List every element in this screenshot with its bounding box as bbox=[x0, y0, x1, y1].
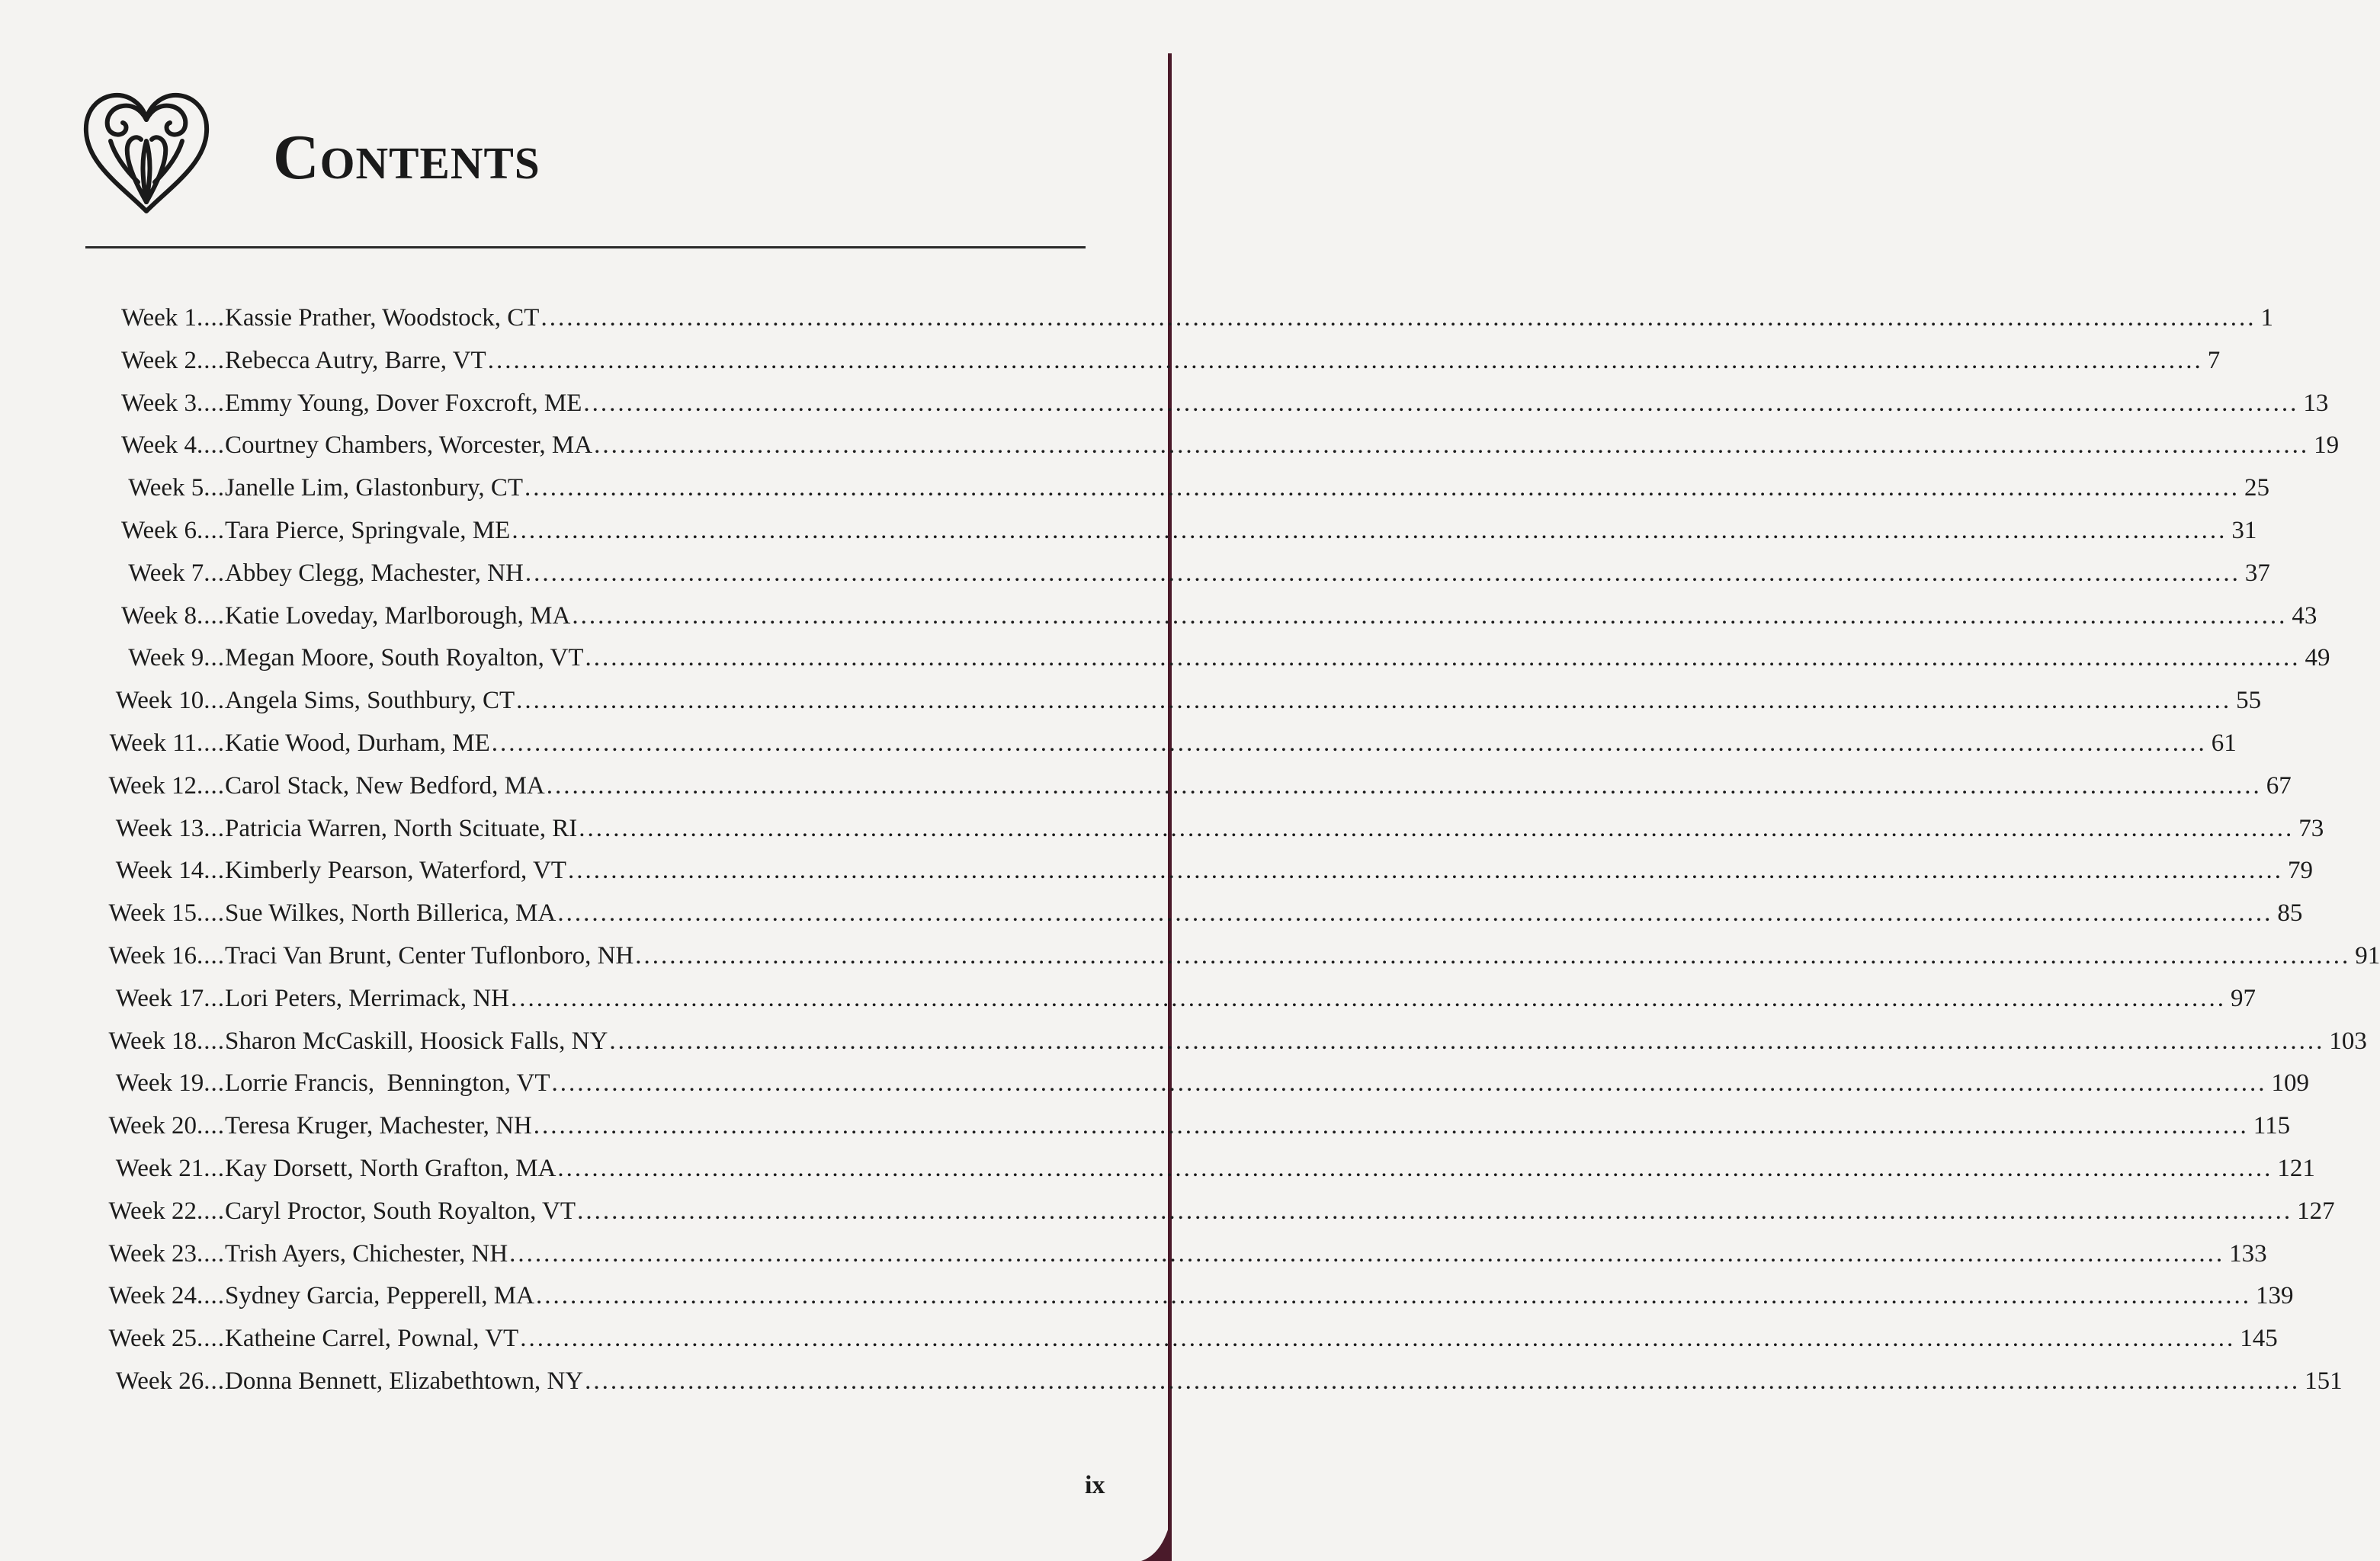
toc-entry bbox=[0, 1192, 2335, 1230]
toc-page-number: 43 bbox=[2292, 601, 2317, 630]
toc-page-number: 109 bbox=[2271, 1069, 2309, 1098]
toc-week-label bbox=[121, 299, 225, 337]
toc-dot-leader: ........................................................................................................................................................................................................ bbox=[551, 1069, 2267, 1098]
toc-week-label bbox=[108, 1235, 225, 1273]
toc-entry bbox=[0, 341, 2221, 380]
toc-week-text: Week 1 bbox=[120, 304, 197, 332]
toc-entry-line bbox=[225, 469, 2270, 507]
toc-page-number: 103 bbox=[2329, 1027, 2367, 1055]
toc-separator-dots: .... bbox=[197, 346, 225, 374]
toc-page-number: 145 bbox=[2240, 1325, 2278, 1353]
toc-separator-dots: .... bbox=[197, 1027, 225, 1055]
toc-entry-line bbox=[225, 1277, 2294, 1315]
toc-entry bbox=[0, 299, 2273, 337]
toc-separator-dots: .... bbox=[197, 304, 225, 332]
toc-dot-leader: ........................................................................................................................................................................................................ bbox=[512, 517, 2228, 544]
toc-entry bbox=[0, 1277, 2294, 1315]
toc-page-number: 91 bbox=[2355, 942, 2380, 970]
toc-dot-leader: ........................................................................................................................................................................................................ bbox=[516, 687, 2232, 715]
toc-separator-dots: .... bbox=[197, 1282, 225, 1310]
toc-entry-line bbox=[225, 341, 2221, 380]
toc-week-text: Week 20 bbox=[108, 1112, 197, 1140]
toc-week-label bbox=[108, 1277, 225, 1315]
toc-separator-dots: ... bbox=[204, 1069, 225, 1098]
toc-page-number: 61 bbox=[2211, 729, 2237, 757]
toc-week-label bbox=[121, 384, 225, 422]
toc-entry bbox=[0, 1064, 2309, 1102]
toc-week-label bbox=[108, 1022, 225, 1060]
toc-entry bbox=[0, 426, 2340, 464]
toc-entry-line bbox=[225, 1235, 2267, 1273]
toc-week-text: Week 10 bbox=[115, 687, 204, 715]
toc-entry-title: Katie Loveday, Marlborough, MA bbox=[225, 601, 571, 630]
toc-entry-title: Lori Peters, Merrimack, NH bbox=[225, 984, 509, 1012]
toc-page-number: 55 bbox=[2236, 687, 2262, 715]
toc-week-label bbox=[121, 426, 225, 464]
toc-entry-line bbox=[225, 724, 2237, 762]
toc-week-text: Week 7 bbox=[128, 559, 204, 587]
toc-dot-leader: ........................................................................................................................................................................................................ bbox=[583, 389, 2299, 417]
toc-entry bbox=[0, 851, 2313, 889]
toc-dot-leader: ........................................................................................................................................................................................................ bbox=[572, 601, 2288, 630]
toc-entry-line bbox=[225, 681, 2262, 720]
toc-week-label bbox=[116, 979, 225, 1018]
toc-entry-line bbox=[225, 299, 2273, 337]
toc-dot-leader: ........................................................................................................................................................................................................ bbox=[557, 899, 2273, 928]
toc-page-number: 67 bbox=[2266, 771, 2292, 800]
toc-separator-dots: .... bbox=[197, 729, 225, 757]
toc-entry-title: Kimberly Pearson, Waterford, VT bbox=[225, 857, 566, 885]
toc-entry-title: Lorrie Francis, Bennington, VT bbox=[225, 1069, 550, 1098]
toc-page-number: 115 bbox=[2253, 1112, 2291, 1140]
toc-week-label bbox=[116, 851, 225, 889]
toc-week-text: Week 2 bbox=[120, 346, 197, 374]
toc-separator-dots: ... bbox=[204, 559, 225, 587]
toc-dot-leader: ........................................................................................................................................................................................................ bbox=[577, 1197, 2293, 1225]
toc-dot-leader: ........................................................................................................................................................................................................ bbox=[579, 814, 2295, 842]
toc-week-text: Week 21 bbox=[115, 1155, 204, 1182]
toc-dot-leader: ........................................................................................................................................................................................................ bbox=[520, 1325, 2236, 1353]
toc-separator-dots: .... bbox=[197, 517, 225, 544]
toc-page-number: 121 bbox=[2277, 1155, 2315, 1182]
toc-entry-title: Emmy Young, Dover Foxcroft, ME bbox=[225, 389, 582, 417]
toc-dot-leader: ........................................................................................................................................................................................................ bbox=[509, 1239, 2225, 1268]
toc-separator-dots: ... bbox=[204, 644, 225, 672]
toc-entry-line bbox=[225, 1022, 2367, 1060]
toc-entry bbox=[0, 1362, 2343, 1400]
toc-separator-dots: .... bbox=[197, 942, 225, 970]
page-title: Contents bbox=[273, 122, 540, 193]
toc-entry bbox=[0, 681, 2262, 720]
toc-week-label bbox=[121, 511, 225, 550]
toc-page-number: 25 bbox=[2244, 474, 2270, 502]
toc-week-label bbox=[128, 469, 225, 507]
toc-entry-title: Trish Ayers, Chichester, NH bbox=[225, 1239, 508, 1268]
toc-week-label bbox=[128, 554, 225, 592]
toc-page-number: 31 bbox=[2231, 517, 2257, 544]
page-corner-curl bbox=[1141, 1515, 1172, 1561]
toc-page-number: 139 bbox=[2255, 1282, 2294, 1310]
toc-separator-dots: ... bbox=[204, 814, 225, 842]
toc-page-number: 1 bbox=[2260, 304, 2273, 332]
toc-page-number: 85 bbox=[2277, 899, 2303, 928]
toc-week-label bbox=[116, 809, 225, 848]
toc-entry-title: Abbey Clegg, Machester, NH bbox=[225, 559, 524, 587]
toc-entry bbox=[0, 979, 2256, 1018]
toc-entry bbox=[0, 1022, 2367, 1060]
page-number-folio: ix bbox=[1085, 1471, 1105, 1499]
toc-entry bbox=[0, 1235, 2267, 1273]
toc-entry-title: Kassie Prather, Woodstock, CT bbox=[225, 304, 540, 332]
toc-page-number: 37 bbox=[2244, 559, 2270, 587]
toc-separator-dots: .... bbox=[197, 389, 225, 417]
toc-entry-line bbox=[225, 979, 2256, 1018]
toc-separator-dots: .... bbox=[197, 899, 225, 928]
toc-dot-leader: ........................................................................................................................................................................................................ bbox=[540, 304, 2257, 332]
toc-week-text: Week 14 bbox=[115, 857, 204, 885]
toc-entry-line bbox=[225, 1107, 2291, 1145]
toc-dot-leader: ........................................................................................................................................................................................................ bbox=[557, 1155, 2273, 1182]
toc-entry bbox=[0, 809, 2324, 848]
toc-dot-leader: ........................................................................................................................................................................................................ bbox=[524, 559, 2240, 587]
toc-dot-leader: ........................................................................................................................................................................................................ bbox=[594, 431, 2310, 460]
toc-separator-dots: .... bbox=[197, 601, 225, 630]
toc-entry-title: Sydney Garcia, Pepperell, MA bbox=[225, 1282, 534, 1310]
toc-entry-line bbox=[225, 1192, 2335, 1230]
toc-week-text: Week 16 bbox=[108, 942, 197, 970]
toc-page-number: 49 bbox=[2305, 644, 2330, 672]
toc-entry-title: Donna Bennett, Elizabethtown, NY bbox=[225, 1367, 584, 1395]
toc-entry bbox=[0, 511, 2257, 550]
toc-dot-leader: ........................................................................................................................................................................................................ bbox=[533, 1112, 2249, 1140]
toc-week-label bbox=[116, 681, 225, 720]
toc-dot-leader: ........................................................................................................................................................................................................ bbox=[535, 1282, 2251, 1310]
toc-entry-title: Kay Dorsett, North Grafton, MA bbox=[225, 1155, 557, 1182]
toc-dot-leader: ........................................................................................................................................................................................................ bbox=[524, 474, 2240, 502]
toc-page-number: 13 bbox=[2303, 389, 2329, 417]
toc-entry-title: Teresa Kruger, Machester, NH bbox=[225, 1112, 532, 1140]
toc-entry bbox=[0, 767, 2292, 805]
toc-week-text: Week 22 bbox=[108, 1197, 197, 1225]
toc-entry-title: Traci Van Brunt, Center Tuflonboro, NH bbox=[225, 942, 634, 970]
toc-entry-line bbox=[225, 767, 2292, 805]
toc-dot-leader: ........................................................................................................................................................................................................ bbox=[585, 1367, 2301, 1395]
toc-entry-title: Tara Pierce, Springvale, ME bbox=[225, 517, 511, 544]
toc-entry-title: Katie Wood, Durham, ME bbox=[225, 729, 490, 757]
toc-separator-dots: .... bbox=[197, 771, 225, 800]
toc-separator-dots: .... bbox=[197, 431, 225, 460]
toc-week-text: Week 25 bbox=[108, 1325, 197, 1353]
toc-page-number: 127 bbox=[2297, 1197, 2335, 1225]
toc-week-text: Week 9 bbox=[128, 644, 204, 672]
title-rule-divider bbox=[85, 246, 1086, 248]
toc-entry-title: Sue Wilkes, North Billerica, MA bbox=[225, 899, 557, 928]
toc-week-label bbox=[116, 1362, 225, 1400]
toc-entry-line bbox=[225, 1149, 2315, 1188]
toc-page-number: 19 bbox=[2314, 431, 2340, 460]
toc-entry-title: Carol Stack, New Bedford, MA bbox=[225, 771, 545, 800]
toc-entry-title: Megan Moore, South Royalton, VT bbox=[225, 644, 584, 672]
toc-entry-title: Caryl Proctor, South Royalton, VT bbox=[225, 1197, 576, 1225]
toc-separator-dots: ... bbox=[204, 687, 225, 715]
toc-week-label bbox=[128, 639, 225, 677]
toc-separator-dots: ... bbox=[204, 1367, 225, 1395]
toc-week-text: Week 6 bbox=[120, 517, 197, 544]
toc-entry-title: Katheine Carrel, Pownal, VT bbox=[225, 1325, 519, 1353]
toc-dot-leader: ........................................................................................................................................................................................................ bbox=[487, 346, 2203, 374]
toc-dot-leader: ........................................................................................................................................................................................................ bbox=[585, 644, 2301, 672]
toc-separator-dots: .... bbox=[197, 1197, 225, 1225]
toc-page-number: 97 bbox=[2230, 984, 2256, 1012]
toc-week-text: Week 18 bbox=[108, 1027, 197, 1055]
toc-entry-line bbox=[225, 894, 2303, 932]
toc-entry bbox=[0, 894, 2303, 932]
toc-separator-dots: .... bbox=[197, 1112, 225, 1140]
toc-entry-title: Rebecca Autry, Barre, VT bbox=[225, 346, 486, 374]
toc-entry-title: Sharon McCaskill, Hoosick Falls, NY bbox=[225, 1027, 608, 1055]
toc-dot-leader: ........................................................................................................................................................................................................ bbox=[510, 984, 2226, 1012]
toc-page-number: 79 bbox=[2287, 857, 2313, 885]
toc-week-label bbox=[108, 894, 225, 932]
toc-week-text: Week 19 bbox=[115, 1069, 204, 1098]
toc-entry-line bbox=[225, 937, 2380, 975]
toc-entry bbox=[0, 1107, 2291, 1145]
toc-week-text: Week 8 bbox=[120, 601, 197, 630]
toc-week-label bbox=[116, 1064, 225, 1102]
toc-entry-line bbox=[225, 809, 2324, 848]
toc-entry-line bbox=[225, 426, 2340, 464]
toc-dot-leader: ........................................................................................................................................................................................................ bbox=[567, 857, 2283, 885]
toc-entry-line bbox=[225, 1362, 2343, 1400]
heart-ornament-icon bbox=[80, 88, 213, 217]
toc-entry bbox=[0, 1319, 2278, 1357]
toc-entry-line bbox=[225, 851, 2313, 889]
toc-entry-line bbox=[225, 554, 2270, 592]
toc-week-label bbox=[108, 1107, 225, 1145]
toc-page-number: 7 bbox=[2207, 346, 2221, 374]
toc-entry-title: Janelle Lim, Glastonbury, CT bbox=[225, 474, 524, 502]
toc-week-label bbox=[108, 1192, 225, 1230]
toc-entry-line bbox=[225, 597, 2317, 635]
toc-entry-title: Courtney Chambers, Worcester, MA bbox=[225, 431, 593, 460]
toc-entry-title: Patricia Warren, North Scituate, RI bbox=[225, 814, 578, 842]
toc-page-number: 151 bbox=[2305, 1367, 2343, 1395]
toc-dot-leader: ........................................................................................................................................................................................................ bbox=[491, 729, 2207, 757]
toc-week-label bbox=[108, 937, 225, 975]
toc-week-text: Week 15 bbox=[108, 899, 197, 928]
toc-entry bbox=[0, 937, 2380, 975]
toc-entry-line bbox=[225, 384, 2329, 422]
toc-entry-line bbox=[225, 639, 2330, 677]
toc-week-text: Week 12 bbox=[108, 771, 197, 800]
toc-dot-leader: ........................................................................................................................................................................................................ bbox=[546, 771, 2262, 800]
toc-dot-leader: ........................................................................................................................................................................................................ bbox=[635, 942, 2351, 970]
toc-week-label bbox=[116, 1149, 225, 1188]
toc-week-text: Week 26 bbox=[115, 1367, 204, 1395]
toc-week-text: Week 5 bbox=[128, 474, 204, 502]
toc-entry-line bbox=[225, 1064, 2309, 1102]
toc-week-label bbox=[108, 1319, 225, 1357]
toc-entry bbox=[0, 384, 2329, 422]
toc-entry bbox=[0, 724, 2237, 762]
toc-page-number: 133 bbox=[2229, 1239, 2267, 1268]
toc-week-label bbox=[121, 597, 225, 635]
toc-entry bbox=[0, 639, 2330, 677]
toc-entry bbox=[0, 1149, 2315, 1188]
toc-week-text: Week 13 bbox=[115, 814, 204, 842]
toc-week-text: Week 23 bbox=[108, 1239, 197, 1268]
toc-separator-dots: .... bbox=[197, 1239, 225, 1268]
toc-entry-title: Angela Sims, Southbury, CT bbox=[225, 687, 515, 715]
toc-separator-dots: .... bbox=[197, 1325, 225, 1353]
toc-entry bbox=[0, 554, 2270, 592]
toc-week-label bbox=[108, 767, 225, 805]
toc-week-text: Week 17 bbox=[115, 984, 204, 1012]
toc-separator-dots: ... bbox=[204, 857, 225, 885]
toc-separator-dots: ... bbox=[204, 474, 225, 502]
toc-separator-dots: ... bbox=[204, 984, 225, 1012]
toc-week-text: Week 4 bbox=[120, 431, 197, 460]
toc-week-label bbox=[110, 724, 225, 762]
toc-entry bbox=[0, 469, 2270, 507]
toc-separator-dots: ... bbox=[204, 1155, 225, 1182]
toc-dot-leader: ........................................................................................................................................................................................................ bbox=[609, 1027, 2325, 1055]
toc-week-text: Week 11 bbox=[109, 729, 197, 757]
toc-week-text: Week 24 bbox=[108, 1282, 197, 1310]
toc-week-text: Week 3 bbox=[120, 389, 197, 417]
toc-week-label bbox=[121, 341, 225, 380]
toc-entry-line bbox=[225, 511, 2257, 550]
toc-entry bbox=[0, 597, 2317, 635]
toc-entry-line bbox=[225, 1319, 2278, 1357]
toc-page-number: 73 bbox=[2298, 814, 2324, 842]
